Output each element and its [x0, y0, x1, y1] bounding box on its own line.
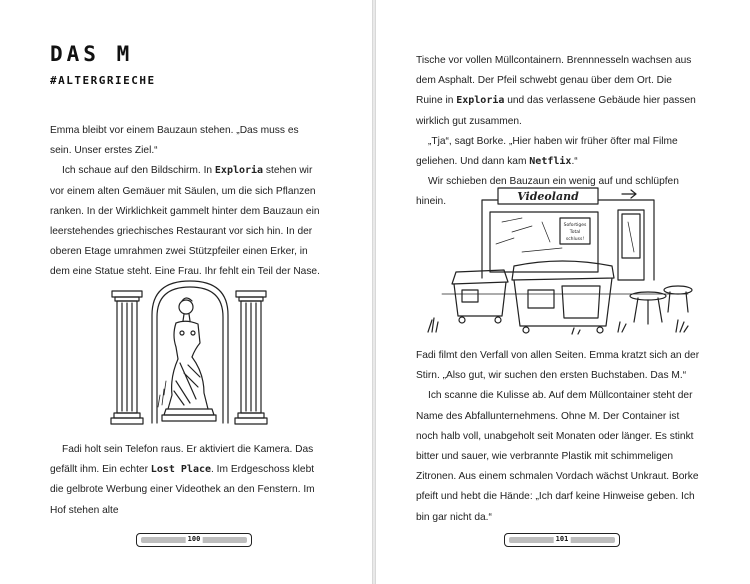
paragraph: Fadi holt sein Telefon raus. Er aktiviert die Kamera. Das gefällt ihm. Ein echter Lost Place. Im Erdgeschoss klebt die gelbrote Werbung einer Videothek an den Fenstern. Im Hof stehen alte — [50, 444, 315, 516]
chapter-title: DAS M — [50, 42, 134, 66]
term-lost-place: Lost Place — [150, 464, 212, 476]
paragraph: Emma bleibt vor einem Bauzaun stehen. „Das muss es sein. Unser erstes Ziel.“ — [50, 125, 299, 157]
paragraph: Fadi filmt den Verfall von allen Seiten. Emma kratzt sich an der Stirn. „Also gut, wir suchen den ersten Buchstaben. Das M.“ — [416, 350, 700, 382]
window-notice-line: Total — [569, 230, 581, 235]
paragraph: Ich schaue auf den Bildschirm. In Exploria stehen wir vor einem alten Gemäuer mit Säulen, um die sich Pflanzen ranken. In der Wirklichkeit gammelt hinter dem Bauzaun ein leerstehendes griechisches Restaurant vor sich hin. In der oberen Etage umrahmen zwei Stützpfeiler einen Erker, in dem eine Statue steht. Eine Frau. Ihr fehlt ein Teil der Nase. — [50, 165, 320, 278]
game-name-exploria: Exploria — [214, 165, 264, 177]
shop-sign-text: Videoland — [517, 190, 579, 203]
window-notice-line: Sofortiges — [563, 223, 587, 228]
illustration-statue-columns — [100, 277, 280, 429]
brand-netflix: Netflix — [529, 156, 572, 168]
right-page — [376, 0, 750, 584]
paragraph: Tische vor vollen Müllcontainern. Brennnesseln wachsen aus dem Asphalt. Der Pfeil schwebt genau über dem Ort. Die Ruine in Exploria und das verlassene Gebäude hier passen wirklich gut zusammen. — [416, 55, 696, 127]
paragraph: „Tja“, sagt Borke. „Hier haben wir früher öfter mal Filme geliehen. Und dann kam Netflix.“ — [416, 135, 678, 168]
page-number-indicator — [136, 533, 252, 547]
right-text-bottom — [416, 346, 700, 528]
illustration-videoland-courtyard — [422, 182, 702, 342]
paragraph: Wir schieben den Bauzaun ein wenig auf und schlüpfen hinein. — [416, 176, 679, 208]
page-number: 101 — [555, 535, 569, 543]
game-name-exploria: Exploria — [456, 95, 505, 107]
left-page — [0, 0, 372, 584]
page-number-indicator — [504, 533, 620, 547]
paragraph: Ich scanne die Kulisse ab. Auf dem Müllcontainer steht der Name des Abfallunternehmens. Ohne M. Der Container ist noch halb voll, unabgeholt seit Monaten oder länger. Es stinkt bitter und sauer, wie verbrannte Plastik mit schimmeligen Zitronen. Aus einem schmalen Vordach wächst Unkraut. Borke pfeift und hebt die Hände: „Ich darf keine Hinweise geben. Ich bin gar nicht da.“ — [416, 390, 699, 523]
left-text-top — [50, 121, 322, 283]
window-notice-line: schluss! — [565, 237, 585, 242]
left-text-bottom — [50, 440, 322, 521]
page-number: 100 — [187, 535, 201, 543]
chapter-hashtag: #ALTERGRIECHE — [50, 74, 156, 87]
